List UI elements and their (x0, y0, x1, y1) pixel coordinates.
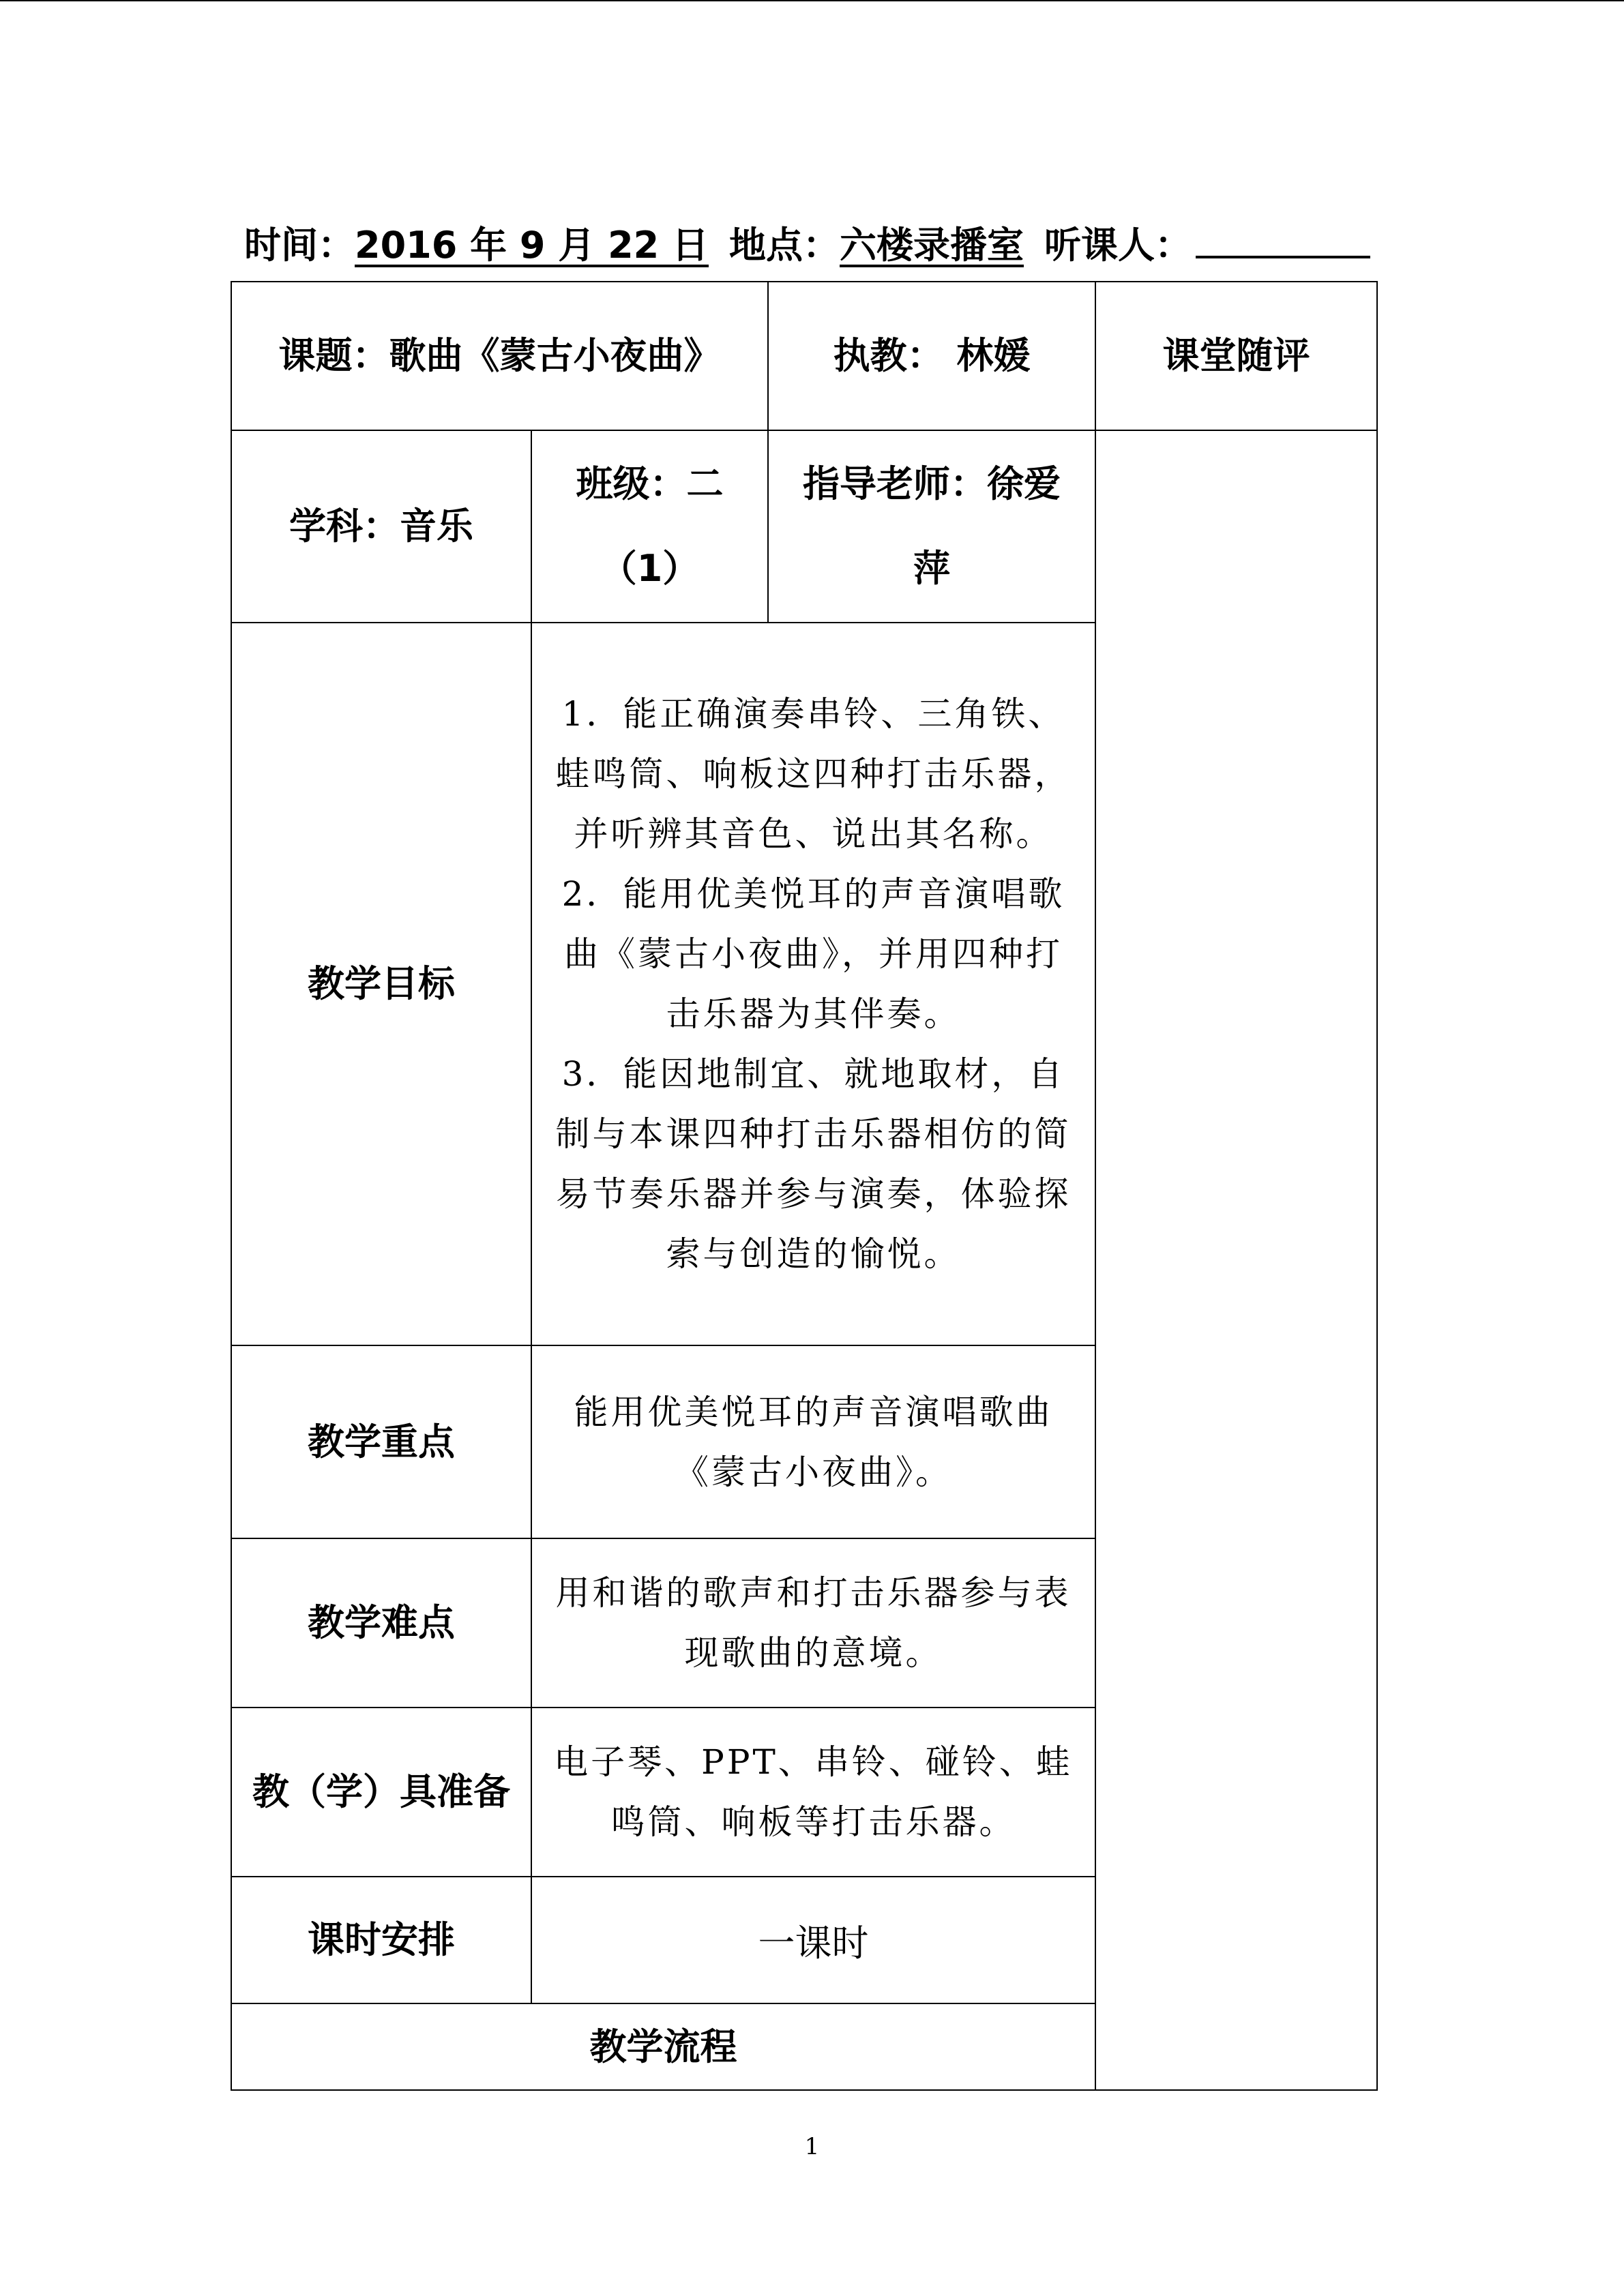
lesson-header (244, 211, 1370, 273)
topic-cell: 课题：歌曲《蒙古小夜曲》 (231, 282, 768, 430)
class-cell (531, 430, 768, 623)
mentor-line-2: 萍 (913, 547, 950, 590)
prep-label: 教（学）具准备 (231, 1708, 531, 1877)
subject-cell: 学科：音乐 (231, 430, 531, 623)
place-value: 六楼录播室 (840, 223, 1024, 267)
schedule-text: 一课时 (531, 1877, 1095, 2003)
place-label: 地点： (729, 223, 840, 267)
lesson-plan-table (231, 281, 1378, 2091)
listener-label: 听课人： (1044, 223, 1192, 267)
comment-header-cell: 课堂随评 (1095, 282, 1377, 430)
time-value: 2016 年 9 月 22 日 (355, 223, 709, 267)
teacher-cell: 执教： 林媛 (768, 282, 1095, 430)
comment-area (1095, 430, 1377, 2090)
key-point-label: 教学重点 (231, 1345, 531, 1538)
goals-label: 教学目标 (231, 623, 531, 1345)
difficulty-text: 用和谐的歌声和打击乐器参与表现歌曲的意境。 (531, 1538, 1095, 1708)
listener-blank (1196, 256, 1370, 258)
mentor-line-1: 指导老师：徐爱 (803, 462, 1061, 505)
difficulty-label: 教学难点 (231, 1538, 531, 1708)
mentor-cell (768, 430, 1095, 623)
schedule-label: 课时安排 (231, 1877, 531, 2003)
top-border-line (0, 0, 1624, 1)
goals-text: 1．能正确演奏串铃、三角铁、蛙鸣筒、响板这四种打击乐器，并听辨其音色、说出其名称。 2．能用优美悦耳的声音演唱歌曲《蒙古小夜曲》，并用四种打击乐器为其伴奏。 3．能因地制宜、就地取材，自制与本课四种打击乐器相仿的简易节奏乐器并参与演奏，体验探索与创造的愉悦。 (531, 623, 1095, 1345)
flow-label: 教学流程 (231, 2003, 1095, 2090)
class-line-1: 班级：二 (576, 462, 724, 505)
class-line-2: （1） (600, 547, 700, 590)
page-number: 1 (804, 2133, 820, 2160)
key-point-text: 能用优美悦耳的声音演唱歌曲《蒙古小夜曲》。 (531, 1345, 1095, 1538)
time-label: 时间： (244, 223, 355, 267)
prep-text: 电子琴、PPT、串铃、碰铃、蛙鸣筒、响板等打击乐器。 (531, 1708, 1095, 1877)
